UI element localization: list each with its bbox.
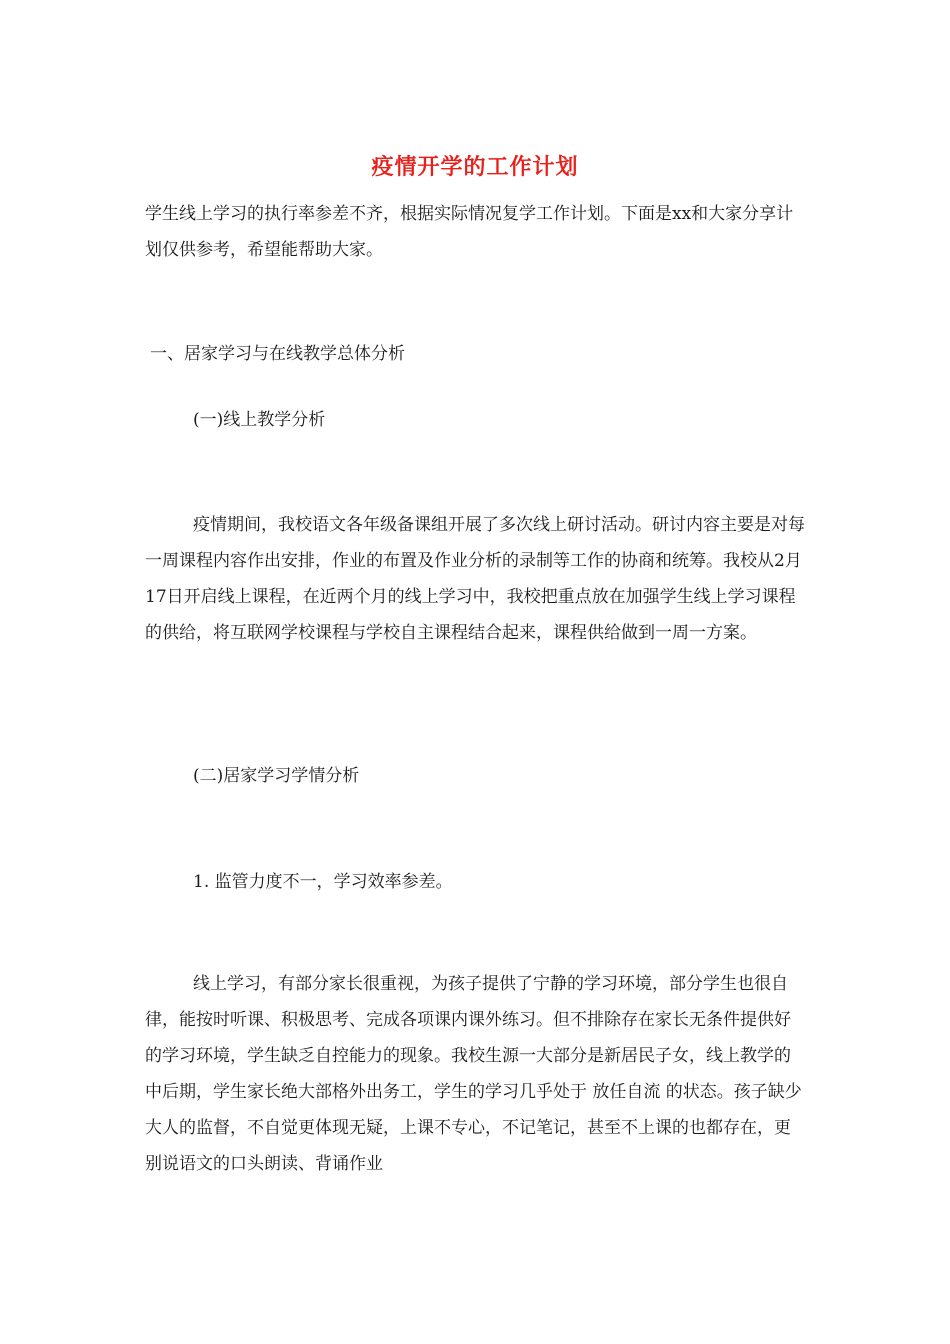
point-1-paragraph: 线上学习，有部分家长很重视，为孩子提供了宁静的学习环境，部分学生也很自律，能按时听课、积极思考、完成各项课内课外练习。但不排除存在家长无条件提供好的学习环境，学生缺乏自控能力的现象。我校生源一大部分是新居民子女，线上教学的中后期，学生家长绝大部格外出务工，学生的学习几乎处于 放任自流 的状态。孩子缺少大人的监督，不自觉更体现无疑，上课不专心，不记笔记，甚至不上课的也都存在，更别说语文的口头朗读、背诵作业 (145, 974, 802, 1174)
subsection-heading-1: (一)线上教学分析 (193, 410, 326, 430)
section-heading-1: 一、居家学习与在线教学总体分析 (150, 344, 405, 364)
intro-paragraph: 学生线上学习的执行率参差不齐，根据实际情况复学工作计划。下面是xx和大家分享计划仅供参考，希望能帮助大家。 (145, 204, 794, 260)
subsection-1-paragraph: 疫情期间，我校语文各年级备课组开展了多次线上研讨活动。研讨内容主要是对每一周课程内容作出安排，作业的布置及作业分析的录制等工作的协商和统筹。我校从2月17日开启线上课程，在近两个月的线上学习中，我校把重点放在加强学生线上学习课程的供给，将互联网学校课程与学校自主课程结合起来，课程供给做到一周一方案。 (145, 515, 805, 643)
document-title: 疫情开学的工作计划 (371, 154, 579, 180)
point-heading-1: 1. 监管力度不一，学习效率参差。 (193, 872, 453, 892)
subsection-heading-2: (二)居家学习学情分析 (193, 766, 360, 786)
